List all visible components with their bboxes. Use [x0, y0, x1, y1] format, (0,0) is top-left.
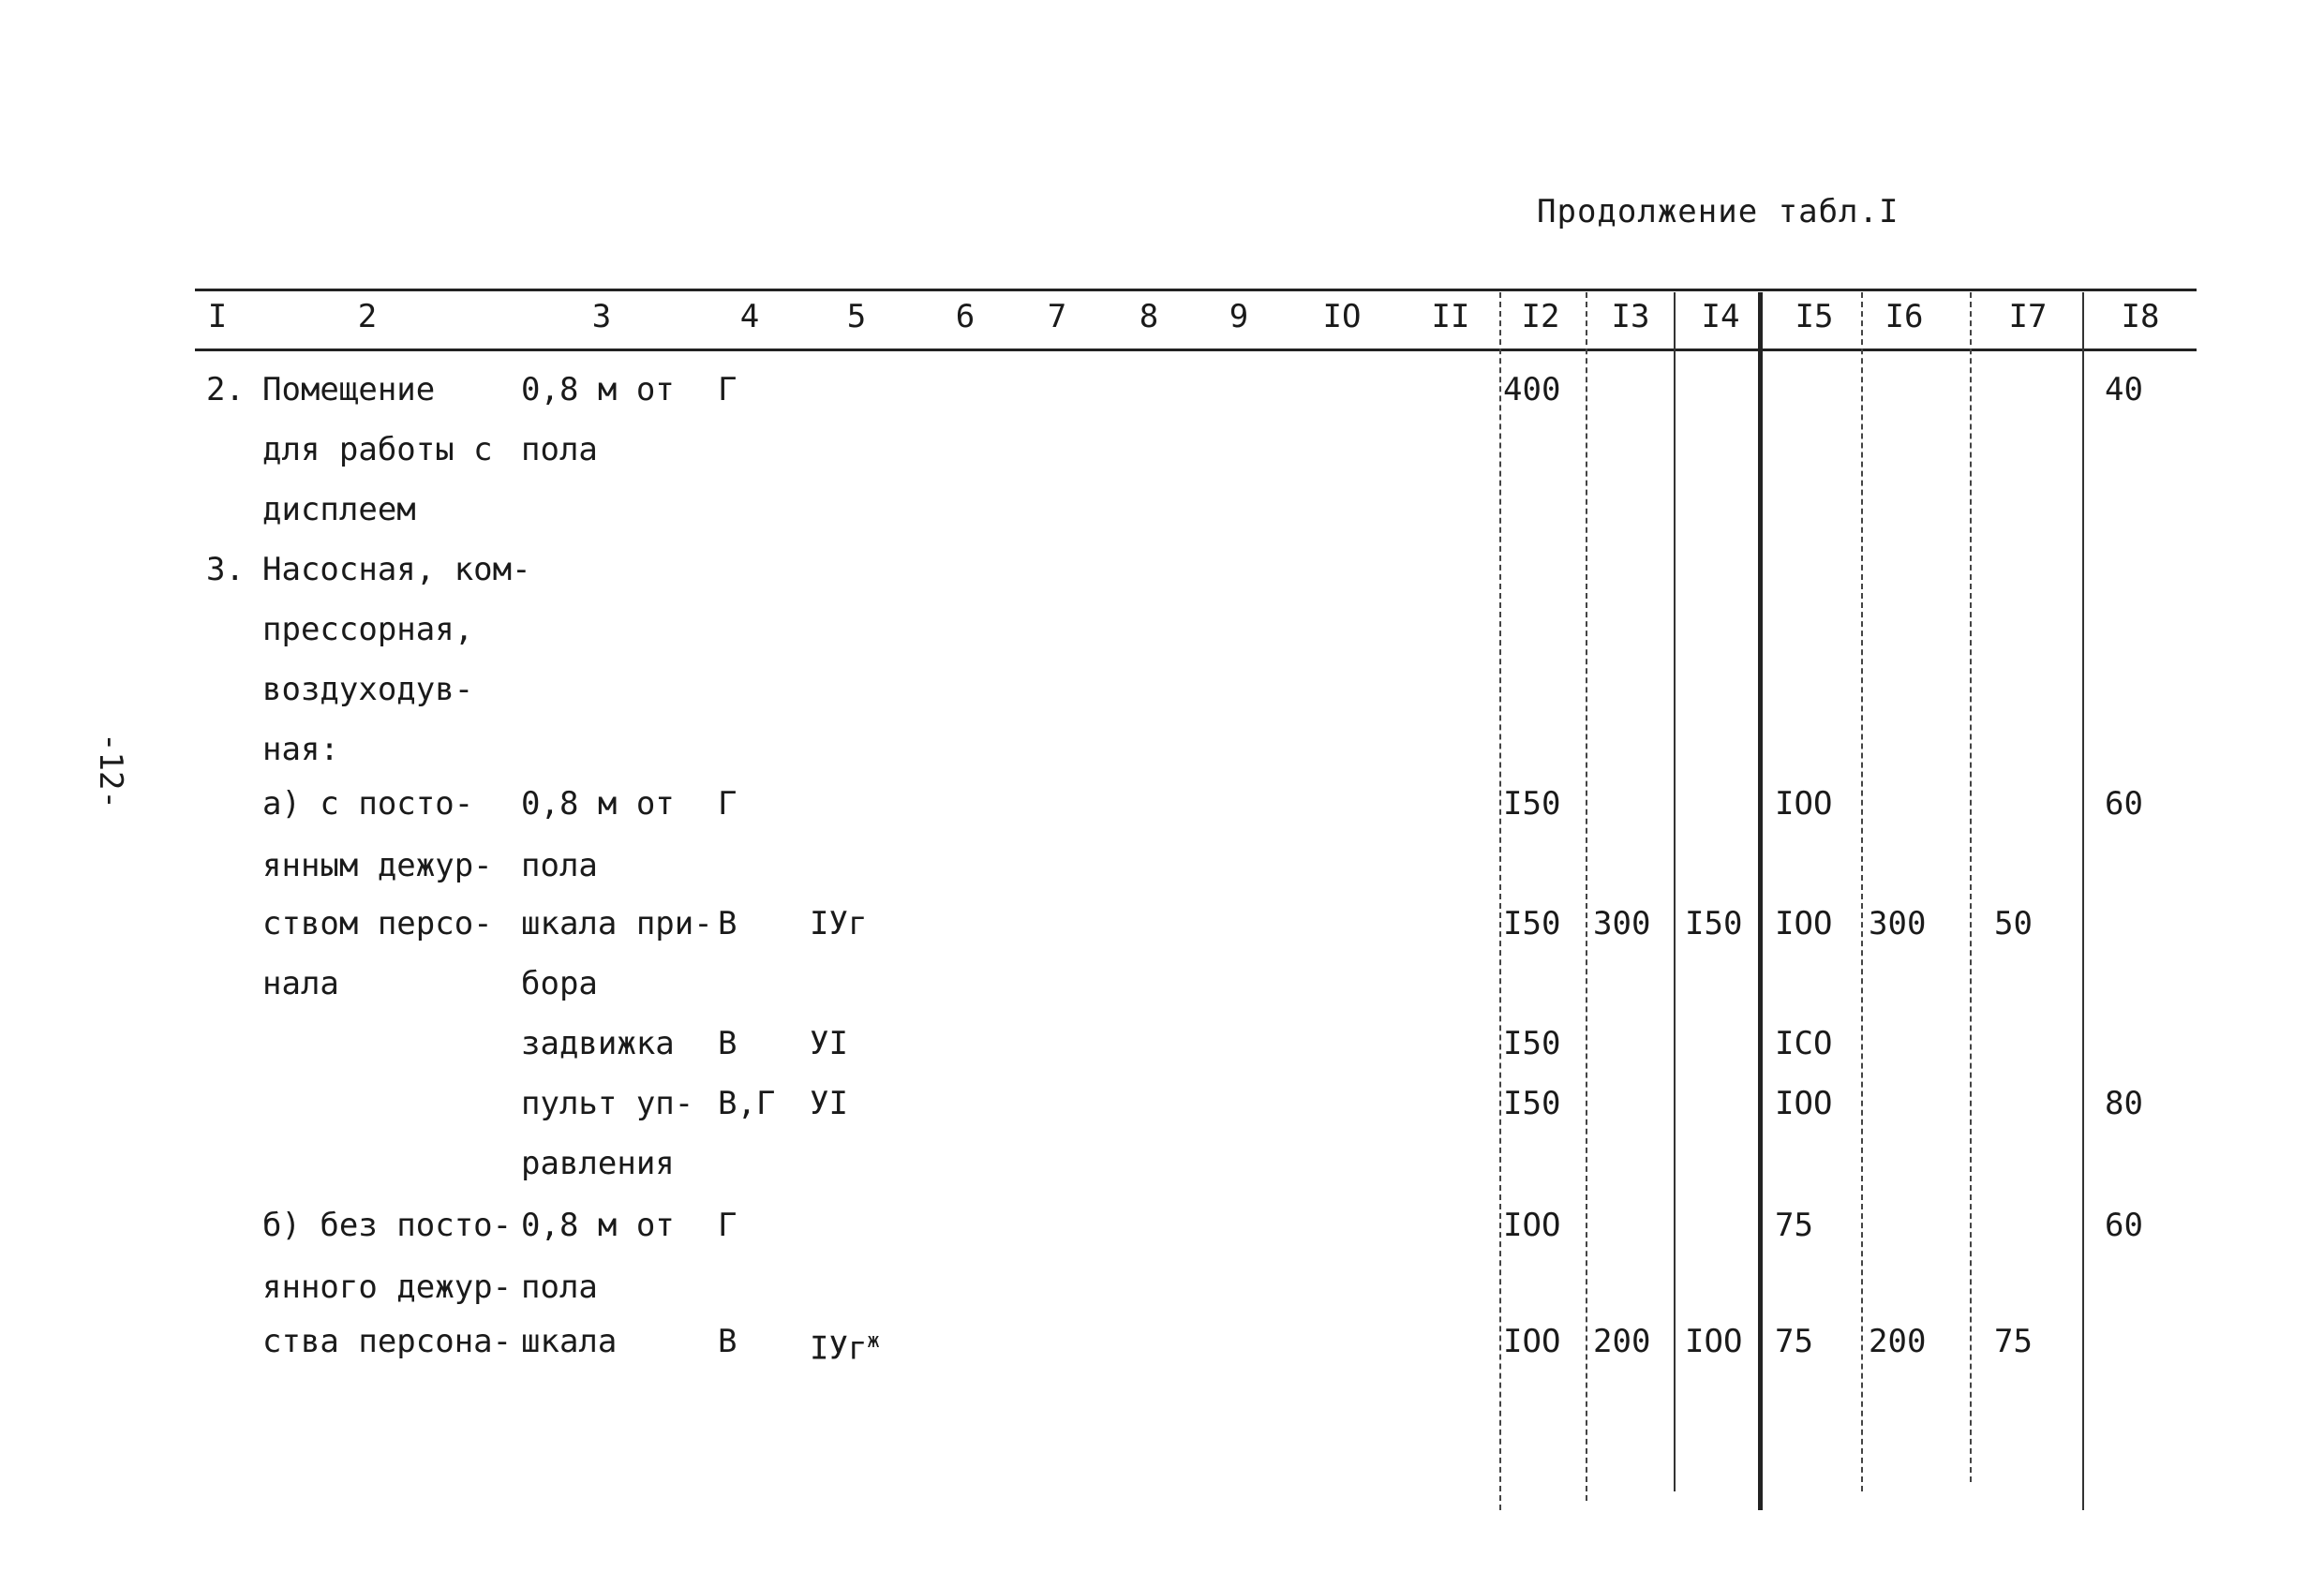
cell-text: для работы с	[262, 431, 493, 468]
column-header: I6	[1885, 298, 1924, 335]
table-cell	[1503, 785, 1560, 823]
column-header: 8	[1139, 298, 1159, 335]
table-cell	[1775, 1323, 1813, 1360]
table-cell	[1593, 1323, 1650, 1360]
table-cell	[1503, 1207, 1560, 1244]
cell-text: IOO	[1775, 905, 1833, 942]
table-cell	[718, 1085, 775, 1122]
table-cell	[262, 731, 339, 768]
table-cell	[1869, 1323, 1926, 1360]
header-rule	[195, 349, 2197, 351]
column-header: 9	[1229, 298, 1249, 335]
column-divider-17	[1970, 292, 1972, 1482]
column-divider-13	[1586, 292, 1587, 1501]
table-cell	[1775, 1085, 1832, 1122]
table-cell	[810, 1025, 848, 1062]
top-rule	[195, 289, 2197, 291]
table-cell	[521, 785, 675, 823]
cell-text: воздуходув-	[262, 671, 474, 708]
table-cell	[521, 1207, 675, 1244]
table-cell	[2105, 371, 2143, 408]
table-cell	[1994, 1323, 2033, 1360]
table-cell	[262, 1268, 512, 1306]
table-cell	[1503, 905, 1560, 942]
table-cell	[718, 1025, 737, 1062]
cell-text: Г	[718, 1207, 737, 1244]
table-cell	[521, 1268, 598, 1306]
cell-text: 300	[1593, 905, 1651, 942]
cell-text: IOO	[1685, 1323, 1743, 1360]
cell-text: I50	[1685, 905, 1743, 942]
cell-text: I50	[1503, 1025, 1561, 1062]
cell-text: 200	[1869, 1323, 1927, 1360]
cell-text: янного дежур-	[262, 1268, 513, 1306]
column-header: 2	[357, 298, 378, 335]
column-header: I3	[1611, 298, 1650, 335]
cell-text: УI	[810, 1025, 848, 1062]
column-divider-18	[2082, 292, 2084, 1510]
table-cell	[718, 1207, 737, 1244]
cell-text: В,Г	[718, 1085, 776, 1122]
table-cell	[1503, 1025, 1560, 1062]
table-cell	[1503, 1323, 1560, 1360]
table-cell	[1775, 1025, 1832, 1062]
cell-text: задвижка	[521, 1025, 675, 1062]
cell-text: 60	[2105, 1207, 2143, 1244]
table-cell	[1685, 1323, 1742, 1360]
table-cell	[262, 905, 493, 942]
table-cell	[262, 785, 473, 823]
table-cell	[262, 491, 416, 528]
cell-text: шкала при-	[521, 905, 713, 942]
table-cell	[521, 431, 598, 468]
column-divider-16	[1861, 292, 1863, 1491]
table-cell	[1685, 905, 1742, 942]
page-number: -12-	[92, 733, 129, 809]
table-cell	[206, 371, 245, 408]
cell-text: пола	[521, 431, 598, 468]
cell-text: Помещение	[262, 371, 436, 408]
table-cell	[262, 847, 493, 884]
cell-text: б) без посто-	[262, 1207, 513, 1244]
cell-text: шкала	[521, 1323, 618, 1360]
cell-text: 80	[2105, 1085, 2143, 1122]
cell-text: IOO	[1775, 1085, 1833, 1122]
cell-text: 60	[2105, 785, 2143, 823]
column-header: I2	[1521, 298, 1560, 335]
table-cell	[1775, 785, 1832, 823]
table-cell	[262, 1207, 512, 1244]
table-cell	[521, 905, 713, 942]
cell-text: 75	[1775, 1207, 1813, 1244]
cell-text: ная:	[262, 731, 339, 768]
table-cell	[1503, 371, 1560, 408]
cell-text: IУг	[810, 905, 868, 942]
table-cell	[262, 431, 493, 468]
table-cell	[521, 1085, 693, 1122]
cell-text: 0,8 м от	[521, 785, 675, 823]
cell-text: В	[718, 905, 737, 942]
table-cell	[810, 905, 867, 942]
table-cell	[1775, 1207, 1813, 1244]
cell-text: В	[718, 1025, 737, 1062]
table-cell	[718, 371, 737, 408]
column-header: I5	[1795, 298, 1834, 335]
cell-text: дисплеем	[262, 491, 416, 528]
cell-text: 40	[2105, 371, 2143, 408]
table-cell	[262, 611, 473, 648]
column-header: I	[207, 298, 228, 335]
column-divider-14	[1674, 292, 1676, 1491]
table-cell	[521, 1145, 675, 1182]
cell-text: IOO	[1775, 785, 1833, 823]
table-cell	[262, 371, 435, 408]
cell-text: В	[718, 1323, 737, 1360]
cell-text: пола	[521, 847, 598, 884]
table-cell	[1869, 905, 1926, 942]
table-cell	[810, 1085, 848, 1122]
cell-text: 0,8 м от	[521, 371, 675, 408]
table-cell	[810, 1323, 880, 1367]
table-cell	[1775, 905, 1832, 942]
cell-text: 400	[1503, 371, 1561, 408]
footnote-mark: ж	[867, 1329, 880, 1353]
column-header: 7	[1047, 298, 1067, 335]
cell-text: Г	[718, 785, 737, 823]
table-cell	[2105, 1207, 2143, 1244]
column-header: 4	[739, 298, 760, 335]
column-header: IO	[1322, 298, 1362, 335]
table-cell	[521, 1025, 675, 1062]
table-cell	[718, 905, 737, 942]
cell-text: прессорная,	[262, 611, 474, 648]
column-header: I4	[1701, 298, 1740, 335]
table-cell	[1994, 905, 2033, 942]
cell-text: бора	[521, 965, 598, 1002]
cell-text: I50	[1503, 785, 1561, 823]
cell-text: IУг	[810, 1329, 868, 1368]
cell-text: IOO	[1503, 1323, 1561, 1360]
cell-text: янным дежур-	[262, 847, 493, 884]
cell-text: 75	[1775, 1323, 1813, 1360]
cell-text: 50	[1994, 905, 2033, 942]
page-heading: Продолжение табл.I	[1537, 193, 1899, 230]
cell-text: а) с посто-	[262, 785, 474, 823]
table-cell	[262, 671, 473, 708]
table-cell	[262, 965, 339, 1002]
column-divider-12	[1499, 292, 1501, 1510]
table-cell	[2105, 785, 2143, 823]
column-divider-15	[1758, 292, 1763, 1510]
cell-text: Г	[718, 371, 737, 408]
cell-text: 2.	[206, 371, 245, 408]
cell-text: пола	[521, 1268, 598, 1306]
table-cell	[718, 785, 737, 823]
table-cell	[521, 1323, 617, 1360]
column-header: 6	[955, 298, 976, 335]
table-cell	[262, 1323, 512, 1360]
cell-text: IOO	[1503, 1207, 1561, 1244]
column-header: I8	[2121, 298, 2160, 335]
cell-text: 200	[1593, 1323, 1651, 1360]
cell-text: равления	[521, 1145, 675, 1182]
cell-text: ства персона-	[262, 1323, 513, 1360]
cell-text: 300	[1869, 905, 1927, 942]
table-cell	[2105, 1085, 2143, 1122]
cell-text: ICO	[1775, 1025, 1833, 1062]
cell-text: 3.	[206, 551, 245, 588]
table-cell	[206, 551, 245, 588]
cell-text: I50	[1503, 1085, 1561, 1122]
table-cell	[521, 371, 675, 408]
column-header: 3	[591, 298, 612, 335]
column-header: II	[1431, 298, 1470, 335]
cell-text: УI	[810, 1085, 848, 1122]
cell-text: Насосная, ком-	[262, 551, 531, 588]
table-cell	[1503, 1085, 1560, 1122]
cell-text: 75	[1994, 1323, 2033, 1360]
column-header: 5	[846, 298, 867, 335]
table-cell	[262, 551, 531, 588]
column-header: I7	[2008, 298, 2048, 335]
table-cell	[521, 965, 598, 1002]
table-cell	[718, 1323, 737, 1360]
cell-text: 0,8 м от	[521, 1207, 675, 1244]
cell-text: ством персо-	[262, 905, 493, 942]
cell-text: I50	[1503, 905, 1561, 942]
table-cell	[1593, 905, 1650, 942]
cell-text: пульт уп-	[521, 1085, 694, 1122]
table-cell	[521, 847, 598, 884]
cell-text: нала	[262, 965, 339, 1002]
